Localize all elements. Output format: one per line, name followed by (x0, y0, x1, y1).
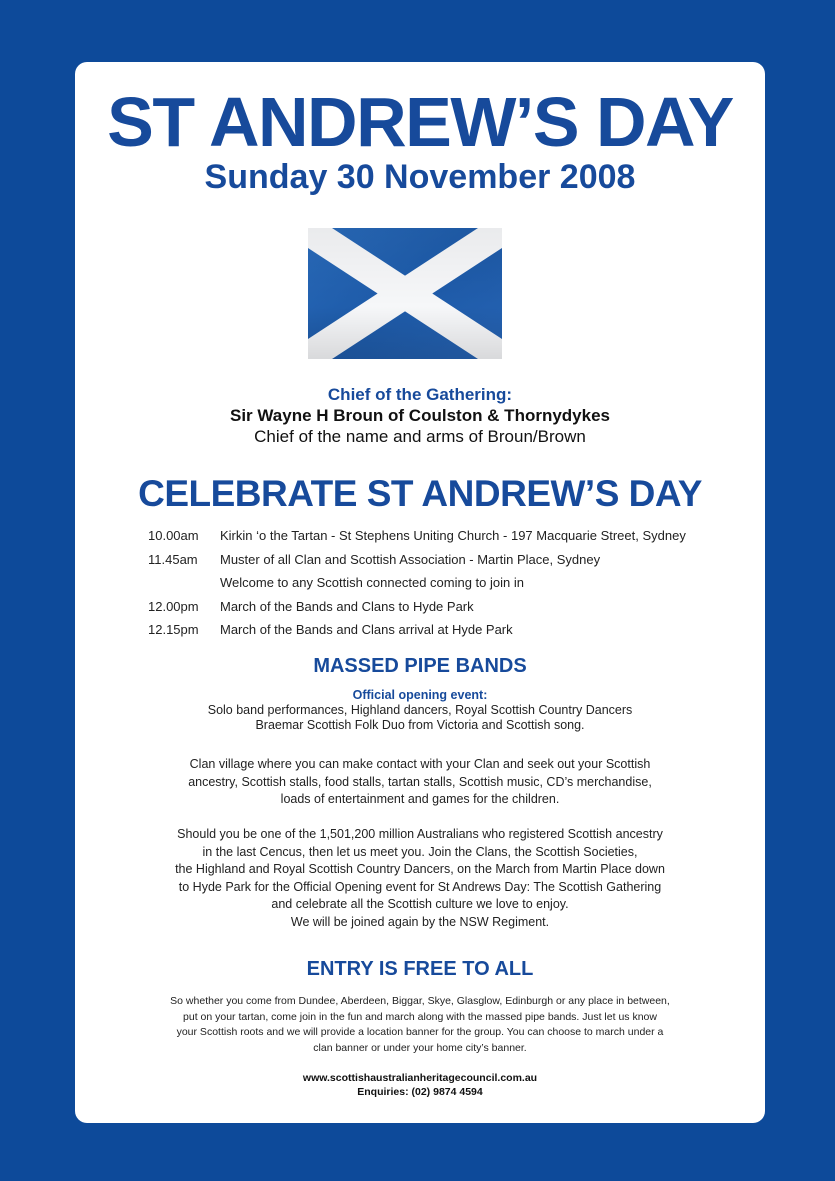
schedule-event: March of the Bands and Clans arrival at Hyde Park (220, 622, 513, 637)
opening-label: Official opening event: (352, 688, 488, 702)
schedule-event: Kirkin ‘o the Tartan - St Stephens Uniting Church - 197 Macquarie Street, Sydney (220, 528, 686, 543)
celebrate-heading: CELEBRATE ST ANDREW’S DAY (138, 473, 702, 514)
massed-pipe-bands-heading: MASSED PIPE BANDS (313, 655, 527, 677)
schedule-row (148, 548, 748, 572)
paragraph-line: loads of entertainment and games for the children. (280, 792, 560, 806)
schedule-row (148, 571, 748, 595)
paragraph-line: Should you be one of the 1,501,200 million Australians who registered Scottish ancestry (177, 827, 663, 841)
schedule-time: 12.15pm (148, 622, 199, 637)
official-opening (75, 688, 765, 733)
paragraph-line: We will be joined again by the NSW Regiment. (290, 914, 550, 929)
schedule-time: 11.45am (148, 551, 198, 567)
chief-heading: Chief of the Gathering: (327, 385, 513, 404)
saltire-flag-icon (308, 228, 502, 359)
paragraph-line: in the last Cencus, then let us meet you. Join the Clans, the Scottish Societies, (202, 844, 638, 859)
paragraph-line: the Highland and Royal Scottish Country Dancers, on the March from Martin Place down (175, 862, 665, 876)
poster-title: ST ANDREW’S DAY (107, 83, 733, 161)
paragraph-line: your Scottish roots and we will provide a location banner for the group. You can choose to march under a (176, 1026, 664, 1038)
poster-card (75, 62, 765, 1123)
schedule-row (148, 595, 748, 619)
paragraph-line: and celebrate all the Scottish culture we love to enjoy. (271, 897, 569, 911)
schedule-time: 12.00pm (148, 598, 199, 614)
clan-village-paragraph (115, 756, 725, 809)
entry-paragraph (105, 994, 735, 1056)
enquiries-phone: Enquiries: (02) 9874 4594 (357, 1086, 483, 1098)
chief-of-gathering (75, 384, 765, 447)
schedule-event: March of the Bands and Clans to Hyde Park (220, 598, 474, 614)
entry-free-heading: ENTRY IS FREE TO ALL (306, 958, 534, 980)
opening-line: Braemar Scottish Folk Duo from Victoria and Scottish song. (255, 718, 585, 732)
census-paragraph (115, 826, 725, 931)
paragraph-line: put on your tartan, come join in the fun and march along with the massed pipe bands. Just let us know (183, 1010, 657, 1023)
chief-name: Sir Wayne H Broun of Coulston & Thornydykes (229, 406, 610, 425)
website-link[interactable]: www.scottishaustralianheritagecouncil.com.au (302, 1072, 538, 1084)
event-schedule (148, 524, 748, 642)
schedule-event: Muster of all Clan and Scottish Association - Martin Place, Sydney (220, 551, 601, 567)
opening-line: Solo band performances, Highland dancers, Royal Scottish Country Dancers (207, 703, 633, 717)
paragraph-line: clan banner or under your home city’s banner. (313, 1041, 527, 1054)
paragraph-line: So whether you come from Dundee, Aberdeen, Biggar, Skye, Glasglow, Edinburgh or any place in between, (170, 995, 670, 1007)
footer-contact (75, 1071, 765, 1099)
chief-description: Chief of the name and arms of Broun/Brown (254, 427, 586, 446)
paragraph-line: to Hyde Park for the Official Opening event for St Andrews Day: The Scottish Gathering (178, 879, 662, 894)
paragraph-line: Clan village where you can make contact with your Clan and seek out your Scottish (189, 757, 651, 771)
schedule-event: Welcome to any Scottish connected coming to join in (220, 575, 524, 590)
schedule-time: 10.00am (148, 528, 199, 543)
schedule-row (148, 618, 748, 642)
paragraph-line: ancestry, Scottish stalls, food stalls, tartan stalls, Scottish music, CD’s merchandise, (188, 774, 652, 789)
event-date: Sunday 30 November 2008 (204, 158, 636, 196)
schedule-row (148, 524, 748, 548)
